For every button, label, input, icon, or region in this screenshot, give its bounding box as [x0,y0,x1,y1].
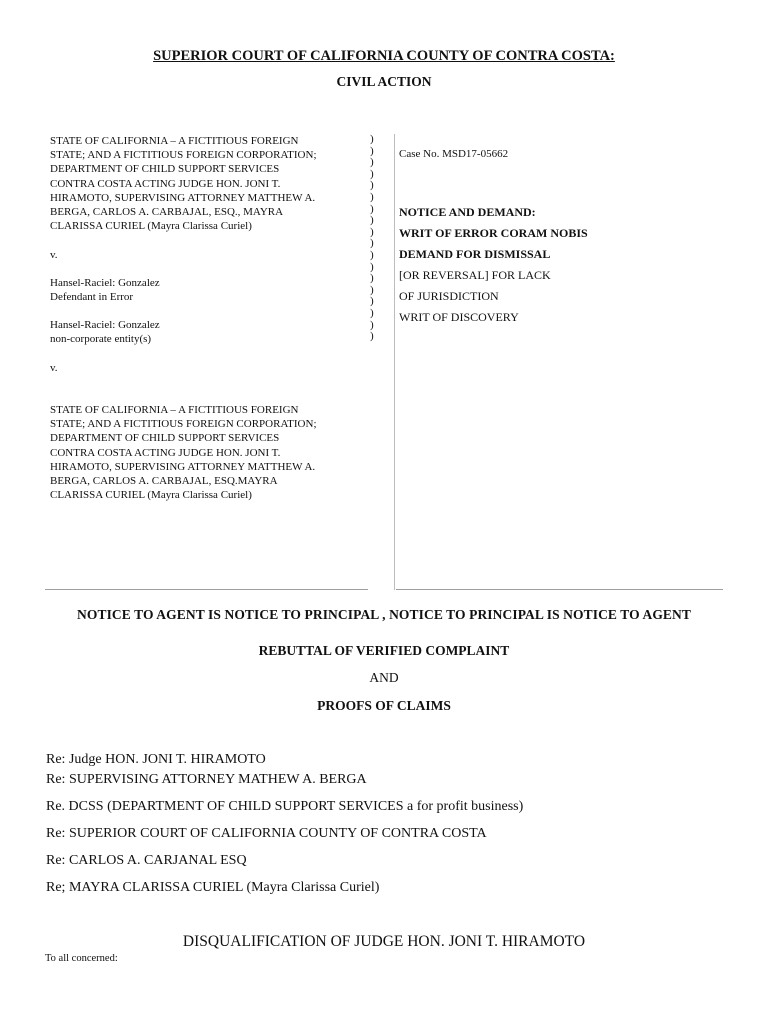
writ-block [399,202,719,328]
caption-paren: ) [370,248,374,261]
court-title: SUPERIOR COURT OF CALIFORNIA COUNTY OF CONTRA COSTA: [153,48,615,64]
proofs-heading: PROOFS OF CLAIMS [317,698,451,713]
defendant-name: Hansel-Raciel: Gonzalez [50,319,160,331]
caption-paren: ) [370,214,374,227]
caption-paren: ) [370,202,374,215]
re-line: Re: CARLOS A. CARJANAL ESQ [46,853,247,868]
respondent-block [50,403,370,502]
re-line: Re; MAYRA CLARISSA CURIEL (Mayra Clarissa Curiel) [46,880,380,895]
caption-paren: ) [370,167,374,180]
plaintiff-line: BERGA, CARLOS A. CARBAJAL, ESQ., MAYRA [50,206,284,219]
caption-paren: ) [370,295,374,308]
writ-of-discovery: WRIT OF DISCOVERY [399,310,519,324]
versus-1: v. [50,249,58,261]
plaintiff-line: CLARISSA CURIEL (Mayra Clarissa Curiel) [50,220,252,233]
respondent-line: STATE OF CALIFORNIA – A FICTITIOUS FOREIGN [50,404,299,416]
versus-2: v. [50,362,58,374]
caption-paren: ) [370,306,374,319]
case-number: Case No. MSD17-05662 [399,148,509,160]
civil-action-heading: CIVIL ACTION [336,74,432,89]
caption-paren: ) [370,156,374,169]
re-line: Re: Judge HON. JONI T. HIRAMOTO [46,752,266,767]
respondent-line: HIRAMOTO, SUPERVISING ATTORNEY MATTHEW A. [50,460,316,473]
defendant-role: non-corporate entity(s) [50,333,152,346]
defendant-block-2 [50,318,370,346]
disqualification-heading: DISQUALIFICATION OF JUDGE HON. JONI T. HIRAMOTO [182,933,586,950]
respondent-line: DEPARTMENT OF CHILD SUPPORT SERVICES [50,432,280,445]
to-all-concerned: To all concerned: [45,953,118,964]
caption-rule-left [45,589,368,590]
caption-paren: ) [370,318,374,331]
defendant-name: Hansel-Raciel: Gonzalez [50,277,160,289]
caption-rule-right [396,589,723,590]
plaintiff-line: STATE OF CALIFORNIA – A FICTITIOUS FOREIGN [50,135,299,147]
caption-paren: ) [370,272,374,285]
caption-divider [394,134,395,590]
demand-for-dismissal: DEMAND FOR DISMISSAL [399,247,551,261]
of-jurisdiction: OF JURISDICTION [399,289,499,303]
re-line: Re: SUPERVISING ATTORNEY MATHEW A. BERGA [46,772,367,787]
or-reversal: [OR REVERSAL] FOR LACK [399,268,551,282]
notice-heading: NOTICE TO AGENT IS NOTICE TO PRINCIPAL , NOTICE TO PRINCIPAL IS NOTICE TO AGENT [77,607,691,622]
rebuttal-heading: REBUTTAL OF VERIFIED COMPLAINT [258,643,510,658]
re-line: Re: SUPERIOR COURT OF CALIFORNIA COUNTY OF CONTRA COSTA [46,826,487,841]
respondent-line: STATE; AND A FICTITIOUS FOREIGN CORPORATION; [50,418,317,431]
writ-of-error: WRIT OF ERROR CORAM NOBIS [399,226,588,240]
plaintiff-line: HIRAMOTO, SUPERVISING ATTORNEY MATTHEW A. [50,191,316,204]
respondent-line: CLARISSA CURIEL (Mayra Clarissa Curiel) [50,489,252,502]
caption-paren: ) [370,133,374,145]
caption-paren: ) [370,260,374,273]
defendant-block-1 [50,276,370,304]
respondent-line: BERGA, CARLOS A. CARBAJAL, ESQ.MAYRA [50,475,278,488]
caption-paren: ) [370,330,374,343]
plaintiff-line: CONTRA COSTA ACTING JUDGE HON. JONI T. [50,177,281,190]
plaintiff-line: DEPARTMENT OF CHILD SUPPORT SERVICES [50,163,280,176]
respondent-line: CONTRA COSTA ACTING JUDGE HON. JONI T. [50,446,281,459]
caption-paren: ) [370,225,374,238]
defendant-role: Defendant in Error [50,291,134,304]
caption-paren: ) [370,190,374,203]
caption-paren: ) [370,179,374,192]
caption-paren-column [370,134,374,343]
caption-paren: ) [370,144,374,157]
plaintiff-line: STATE; AND A FICTITIOUS FOREIGN CORPORATION; [50,149,317,162]
caption-paren: ) [370,237,374,250]
and-heading: AND [369,670,399,685]
caption-paren: ) [370,283,374,296]
plaintiff-block [50,134,370,233]
re-line: Re. DCSS (DEPARTMENT OF CHILD SUPPORT SERVICES a for profit business) [46,799,524,814]
notice-and-demand: NOTICE AND DEMAND: [399,205,536,219]
